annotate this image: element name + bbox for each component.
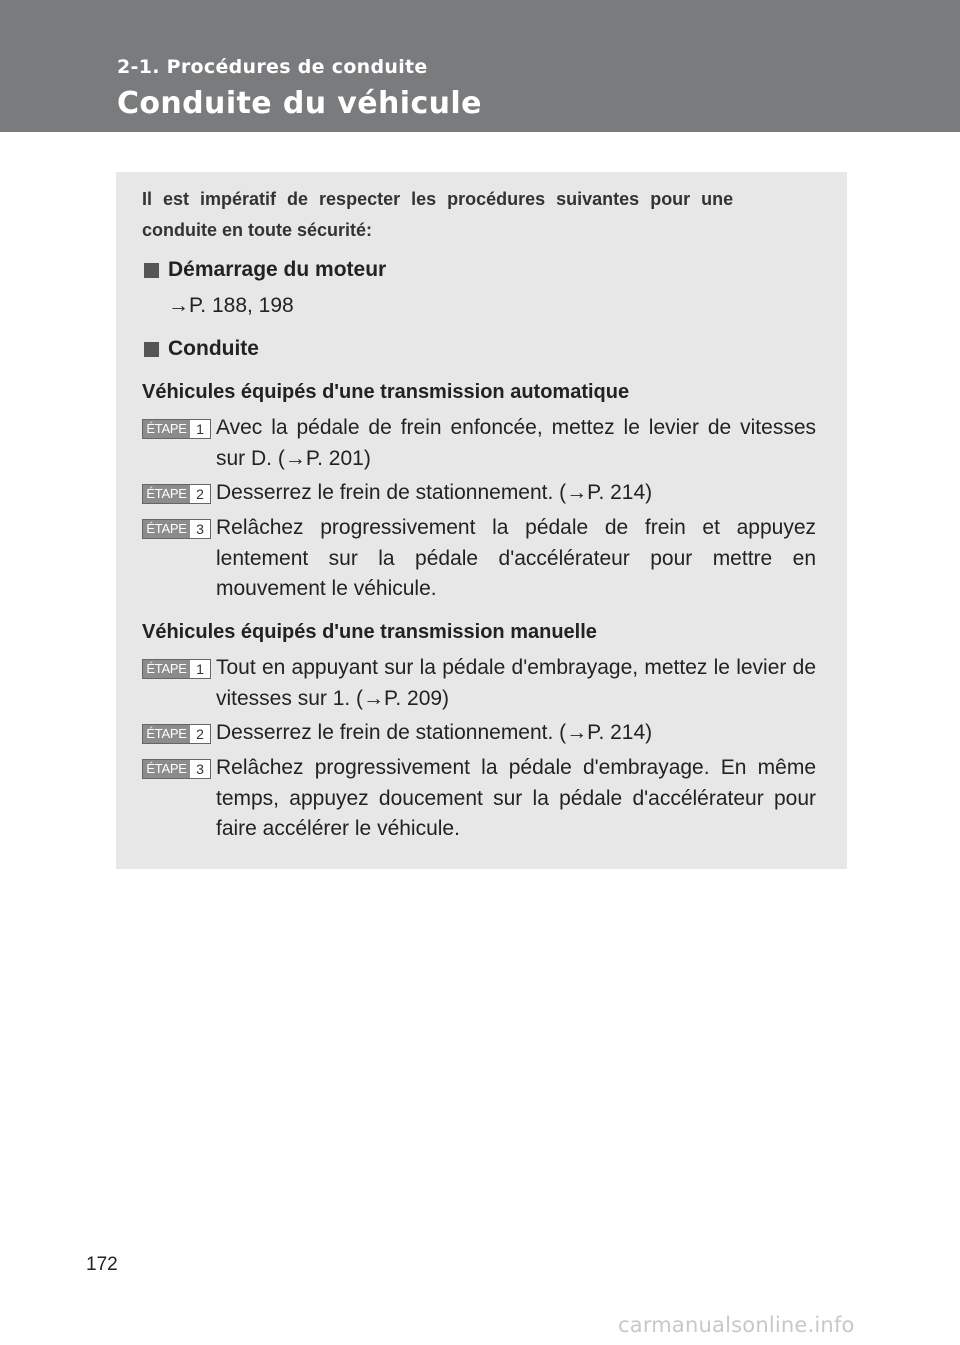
step-text: Desserrez le frein de stationnement. (→P. 214) [216,721,653,744]
square-bullet-icon [144,342,159,357]
step-badge-number: 3 [196,521,204,537]
page-header [0,0,960,132]
step-text: Tout en appuyant sur la pédale d'embrayage, mettez le levier de vitesses sur 1. (→P. 209) [216,656,816,710]
intro-line-1: Il est impératif de respecter les procédures suivantes pour une [142,189,734,209]
subhead-automatic: Véhicules équipés d'une transmission automatique [142,381,630,403]
step-badge-number: 2 [196,486,204,502]
heading-driving-text: Conduite [168,337,259,360]
step-badge-label: ÉTAPE [143,725,190,743]
step-badge-label: ÉTAPE [143,660,190,678]
starting-page-ref: →P. 188, 198 [168,294,294,317]
intro-line-2: conduite en toute sécurité: [142,220,373,240]
heading-starting [142,258,386,282]
step-badge [142,724,211,744]
step-badge-number: 1 [196,421,204,437]
page-number: 172 [86,1254,118,1275]
step-text: Avec la pédale de frein enfoncée, mettez le levier de vitesses sur D. (→P. 201) [216,416,816,470]
step-badge-label: ÉTAPE [143,420,190,438]
step-badge-number: 3 [196,761,204,777]
step-badge-number: 2 [196,726,204,742]
step-badge [142,419,211,439]
step-badge-label: ÉTAPE [143,520,190,538]
step-badge-number: 1 [196,661,204,677]
heading-starting-text: Démarrage du moteur [168,258,387,281]
step-badge [142,659,211,679]
watermark: carmanualsonline.info [618,1313,855,1337]
step-text: Relâchez progressivement la pédale d'embrayage. En même temps, appuyez doucement sur la pédale d'accélérateur pour faire accélérer le véhicule. [216,756,816,840]
step-badge-label: ÉTAPE [143,485,190,503]
step-badge [142,484,211,504]
step-badge [142,519,211,539]
page-title: Conduite du véhicule [117,86,482,121]
step-badge [142,759,211,779]
step-text: Relâchez progressivement la pédale de frein et appuyez lentement sur la pédale d'accélérateur pour mettre en mouvement le véhicule. [216,516,816,600]
heading-driving [142,337,259,361]
section-label: 2-1. Procédures de conduite [117,56,428,78]
step-text: Desserrez le frein de stationnement. (→P. 214) [216,481,653,504]
subhead-manual: Véhicules équipés d'une transmission manuelle [142,621,597,643]
square-bullet-icon [144,263,159,278]
step-badge-label: ÉTAPE [143,760,190,778]
